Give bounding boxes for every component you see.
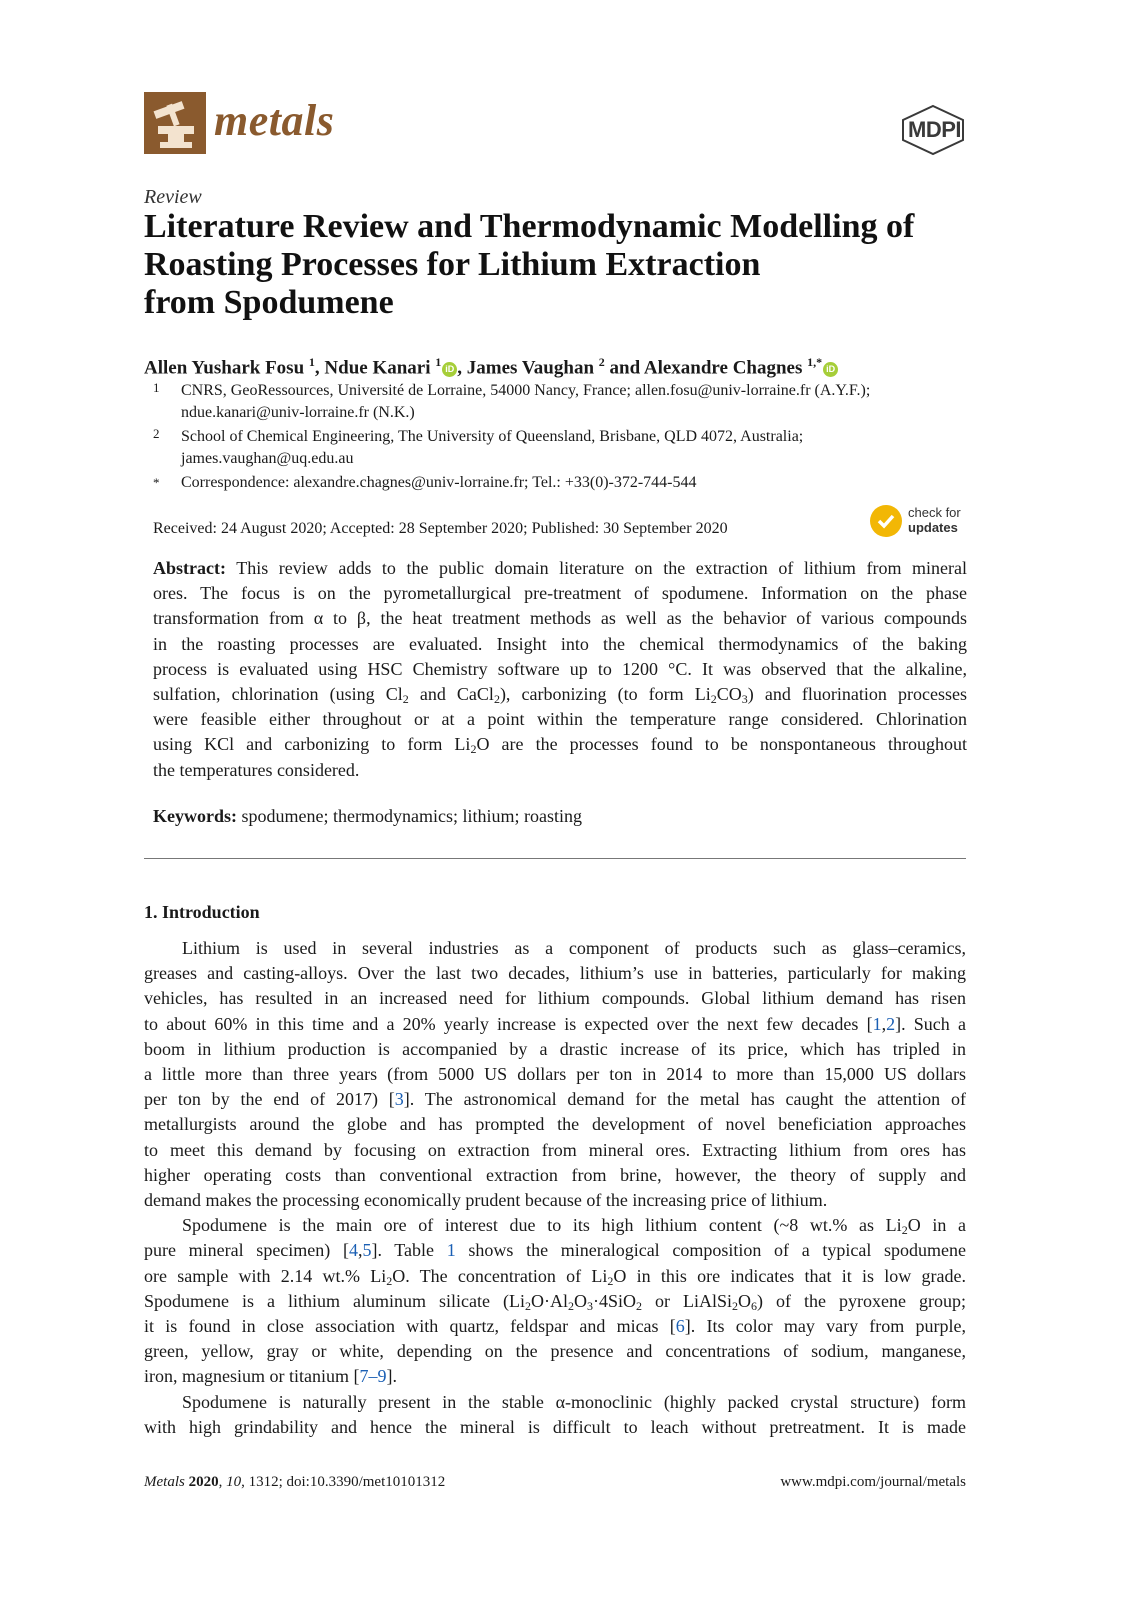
check-updates-line2: updates bbox=[908, 520, 958, 535]
publisher-name: MDPI bbox=[908, 117, 961, 142]
author-affiliation-mark: 1 bbox=[435, 355, 442, 369]
citation-link[interactable]: 5 bbox=[362, 1240, 372, 1261]
affiliation-mark: * bbox=[153, 475, 160, 490]
article-title bbox=[144, 208, 1004, 322]
footer-url[interactable]: www.mdpi.com/journal/metals bbox=[780, 1474, 966, 1490]
body-line: to about 60% in this time and a 20% yearly increase is expected over the next few decades [1,2]. Such a bbox=[144, 1013, 967, 1034]
abstract bbox=[153, 556, 967, 783]
abstract-line: Abstract: This review adds to the public domain literature on the extraction of lithium from mineral bbox=[153, 558, 967, 578]
body-line: Lithium is used in several industries as a component of products such as glass–ceramics, bbox=[182, 938, 966, 958]
body-line: iron, magnesium or titanium [7–9]. bbox=[144, 1366, 397, 1387]
body-line: to meet this demand by focusing on extraction from mineral ores. Extracting lithium from ores has bbox=[144, 1139, 966, 1160]
journal-logo-icon bbox=[144, 92, 206, 154]
abstract-line: sulfation, chlorination (using $Cl_2$ and CaCl$_2$), carbonizing (to form $Li_2CO_3$) and fluorination processes bbox=[153, 684, 967, 707]
body-line: higher operating costs than conventional extraction from brine, however, the theory of supply and bbox=[144, 1164, 966, 1185]
body-line: it is found in close association with quartz, feldspar and micas [6]. Its color may vary from purple, bbox=[144, 1316, 966, 1337]
footer-doi: , 1312; doi:10.3390/met10101312 bbox=[241, 1474, 446, 1490]
abstract-line: process is evaluated using HSC Chemistry software up to 1200 °C. It was observed that the alkaline, bbox=[153, 658, 967, 679]
publisher-logo bbox=[900, 104, 966, 161]
body-line: greases and casting-alloys. Over the last two decades, lithium’s use in batteries, particularly for making bbox=[144, 963, 966, 984]
keywords-label: Keywords: bbox=[153, 806, 237, 826]
affiliation bbox=[153, 380, 973, 424]
check-icon bbox=[870, 505, 902, 537]
section-heading: 1. Introduction bbox=[144, 902, 260, 922]
footer-citation: Metals 2020, 10, 1312; doi:10.3390/met10101312 bbox=[144, 1474, 446, 1490]
body-line: per ton by the end of 2017) [3]. The astronomical demand for the metal has caught the attention of bbox=[144, 1089, 966, 1110]
author-name[interactable]: Ndue Kanari bbox=[324, 357, 431, 379]
citation-link[interactable]: 1 bbox=[872, 1013, 882, 1034]
abstract-label: Abstract: bbox=[153, 558, 226, 578]
body-line: Spodumene is naturally present in the stable α-monoclinic (highly packed crystal structure) form bbox=[182, 1391, 966, 1412]
affiliation-mark: 1 bbox=[153, 380, 160, 395]
abstract-line: ores. The focus is on the pyrometallurgical pre-treatment of spodumene. Information on the phase bbox=[153, 583, 967, 604]
citation-link[interactable]: 6 bbox=[675, 1316, 685, 1337]
publication-dates: Received: 24 August 2020; Accepted: 28 September 2020; Published: 30 September 2020 bbox=[153, 520, 728, 537]
body-line: Spodumene is a lithium aluminum silicate ($Li_2O\cdot Al_2O_3\cdot 4SiO_2$ or $LiAlSi_2O_6$) of the pyroxene group; bbox=[144, 1290, 966, 1313]
body-text bbox=[144, 936, 966, 1440]
correspondence bbox=[153, 472, 973, 494]
affiliation-line: Correspondence: alexandre.chagnes@univ-lorraine.fr; Tel.: +33(0)-372-744-544 bbox=[181, 474, 697, 491]
abstract-line: in the roasting processes are evaluated. Insight into the chemical thermodynamics of the baking bbox=[153, 633, 967, 654]
orcid-icon[interactable]: iD bbox=[442, 362, 457, 377]
body-line: with high grindability and hence the mineral is difficult to leach without pretreatment. It is made bbox=[144, 1416, 966, 1437]
affiliation-line: james.vaughan@uq.edu.au bbox=[181, 450, 354, 467]
author-name[interactable]: Allen Yushark Fosu bbox=[144, 357, 305, 379]
citation-link[interactable]: 2 bbox=[886, 1013, 896, 1034]
body-line: demand makes the processing economically prudent because of the increasing price of lithium. bbox=[144, 1190, 828, 1211]
check-for-updates-button[interactable] bbox=[870, 505, 970, 541]
body-line: boom in lithium production is accompanied by a drastic increase of its price, which has tripled in bbox=[144, 1038, 966, 1059]
table-link[interactable]: 1 bbox=[446, 1240, 456, 1261]
citation-link[interactable]: 4 bbox=[348, 1240, 358, 1261]
author-name[interactable]: Alexandre Chagnes bbox=[643, 357, 803, 379]
body-line: a little more than three years (from 5000 US dollars per ton in 2014 to more than 15,000 US dollars bbox=[144, 1064, 966, 1085]
footer-journal: Metals bbox=[144, 1474, 185, 1490]
body-line: pure mineral specimen) [4,5]. Table 1 shows the mineralogical composition of a typical spodumene bbox=[144, 1240, 967, 1261]
affiliation-mark: 2 bbox=[153, 426, 160, 441]
footer-volume: 10 bbox=[226, 1474, 242, 1490]
author-name[interactable]: James Vaughan bbox=[466, 357, 595, 379]
journal-name: metals bbox=[214, 96, 335, 145]
keywords bbox=[153, 806, 582, 827]
affiliation-line: ndue.kanari@univ-lorraine.fr (N.K.) bbox=[181, 404, 415, 421]
keywords-list: spodumene; thermodynamics; lithium; roasting bbox=[241, 806, 582, 826]
abstract-line: transformation from α to β, the heat treatment methods as well as the behavior of various compounds bbox=[153, 608, 967, 629]
affiliation-line: School of Chemical Engineering, The University of Queensland, Brisbane, QLD 4072, Australia; bbox=[181, 428, 804, 445]
citation-link[interactable]: 7–9 bbox=[359, 1366, 387, 1387]
citation-link[interactable]: 3 bbox=[394, 1089, 404, 1110]
body-line: green, yellow, gray or white, depending on the presence and concentrations of sodium, manganese, bbox=[144, 1341, 966, 1362]
divider bbox=[144, 858, 966, 859]
abstract-line: were feasible either throughout or at a point within the temperature range considered. Chlorination bbox=[153, 709, 967, 730]
author-list: Allen Yushark Fosu $^1$, Ndue Kanari $^1$iD , James Vaughan $^2$ and Alexandre Chagnes $^{1,*}$iD bbox=[144, 350, 838, 380]
affiliation-line: CNRS, GeoRessources, Université de Lorraine, 54000 Nancy, France; allen.fosu@univ-lorraine.fr (A.Y.F.); bbox=[181, 382, 871, 399]
author-affiliation-mark: 2 bbox=[598, 355, 605, 369]
title-line: Roasting Processes for Lithium Extraction bbox=[144, 246, 761, 283]
footer-year: 2020 bbox=[188, 1474, 219, 1490]
title-line: Literature Review and Thermodynamic Modelling of bbox=[144, 208, 915, 245]
author-affiliation-mark: 1 bbox=[308, 355, 315, 369]
body-line: metallurgists around the globe and has prompted the development of novel beneficiation approaches bbox=[144, 1114, 966, 1135]
affiliation bbox=[153, 426, 973, 470]
article-type: Review bbox=[144, 186, 202, 208]
author-affiliation-mark: 1,* bbox=[807, 355, 823, 369]
body-line: vehicles, has resulted in an increased need for lithium compounds. Global lithium demand has risen bbox=[144, 988, 966, 1009]
abstract-line: using KCl and carbonizing to form $Li_2O$ are the processes found to be nonspontaneous throughout bbox=[153, 734, 967, 757]
check-updates-line1: check for bbox=[908, 505, 961, 520]
body-line: ore sample with 2.14 wt.% $Li_2O$. The concentration of $Li_2O$ in this ore indicates that it is low grade. bbox=[144, 1265, 967, 1288]
abstract-line: the temperatures considered. bbox=[153, 759, 360, 780]
body-line: Spodumene is the main ore of interest due to its high lithium content (~8 wt.% as $Li_2O$ in a bbox=[182, 1215, 966, 1238]
title-line: from Spodumene bbox=[144, 284, 394, 321]
orcid-icon[interactable]: iD bbox=[823, 362, 838, 377]
